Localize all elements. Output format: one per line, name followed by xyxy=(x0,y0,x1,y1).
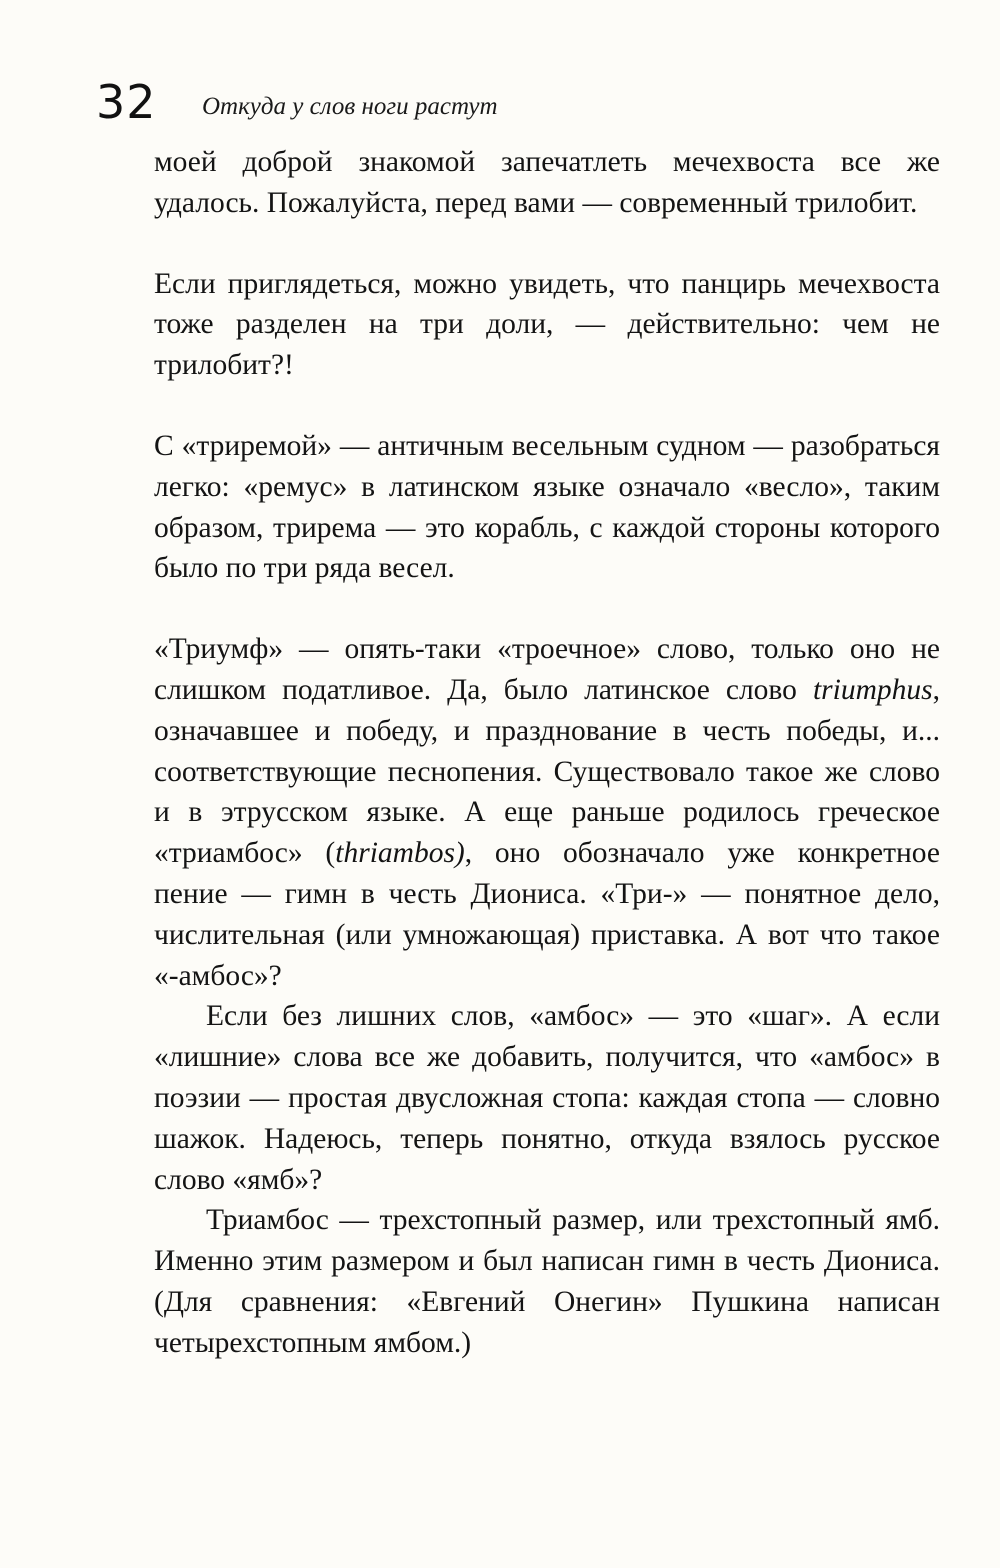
page-header xyxy=(96,74,946,134)
paragraph-3: С «триремой» — античным весельным судном — разобраться легко: «ремус» в латинском языке означало «весло», таким образом, трирема — это корабль, с каждой стороны которого было по три ряда весел. xyxy=(154,429,940,585)
body-text xyxy=(154,142,940,1364)
paragraph-4 xyxy=(154,629,940,996)
page-number: 32 xyxy=(96,75,157,129)
paragraph-5: Если без лишних слов, «амбос» — это «шаг». А если «лишние» слова все же добавить, получится, что «амбос» в поэзии — простая двусложная стопа: каждая стопа — словно шажок. Надеюсь, теперь понятно, откуда взялось русское слово «ямб»? xyxy=(154,1000,940,1196)
paragraph-4-italic-triumphus: triumphus xyxy=(812,673,933,706)
paragraph-2: Если приглядеться, можно увидеть, что панцирь мечехвоста тоже разделен на три доли, — действительно: чем не трилобит?! xyxy=(154,267,940,382)
paragraph-4-part2: , означавшее и победу, и празднование в честь победы, и... соответствующие песнопения. Существовало такое же слово и в этрусском языке. А еще раньше родилось греческое «триамбос» ( xyxy=(154,673,940,870)
paragraph-1: моей доброй знакомой запечатлеть мечехвоста все же удалось. Пожалуйста, перед вами — современный трилобит. xyxy=(154,146,940,219)
paragraph-4-part1: «Триумф» — опять-таки «троечное» слово, только оно не слишком податливое. Да, было латинское слово xyxy=(154,633,940,706)
paragraph-4-part3: , оно обозначало уже конкретное пение — гимн в честь Диониса. «Три-» — понятное дело, числительная (или умножающая) приставка. А вот что такое «-амбос»? xyxy=(154,837,940,992)
running-title: Откуда у слов ноги растут xyxy=(202,93,498,120)
paragraph-4-italic-thriambos: thriambos) xyxy=(335,837,465,870)
paragraph-6: Триамбос — трехстопный размер, или трехстопный ямб. Именно этим размером и был написан гимн в честь Диониса. (Для сравнения: «Евгений Онегин» Пушкина написан четырехстопным ямбом.) xyxy=(154,1204,940,1359)
